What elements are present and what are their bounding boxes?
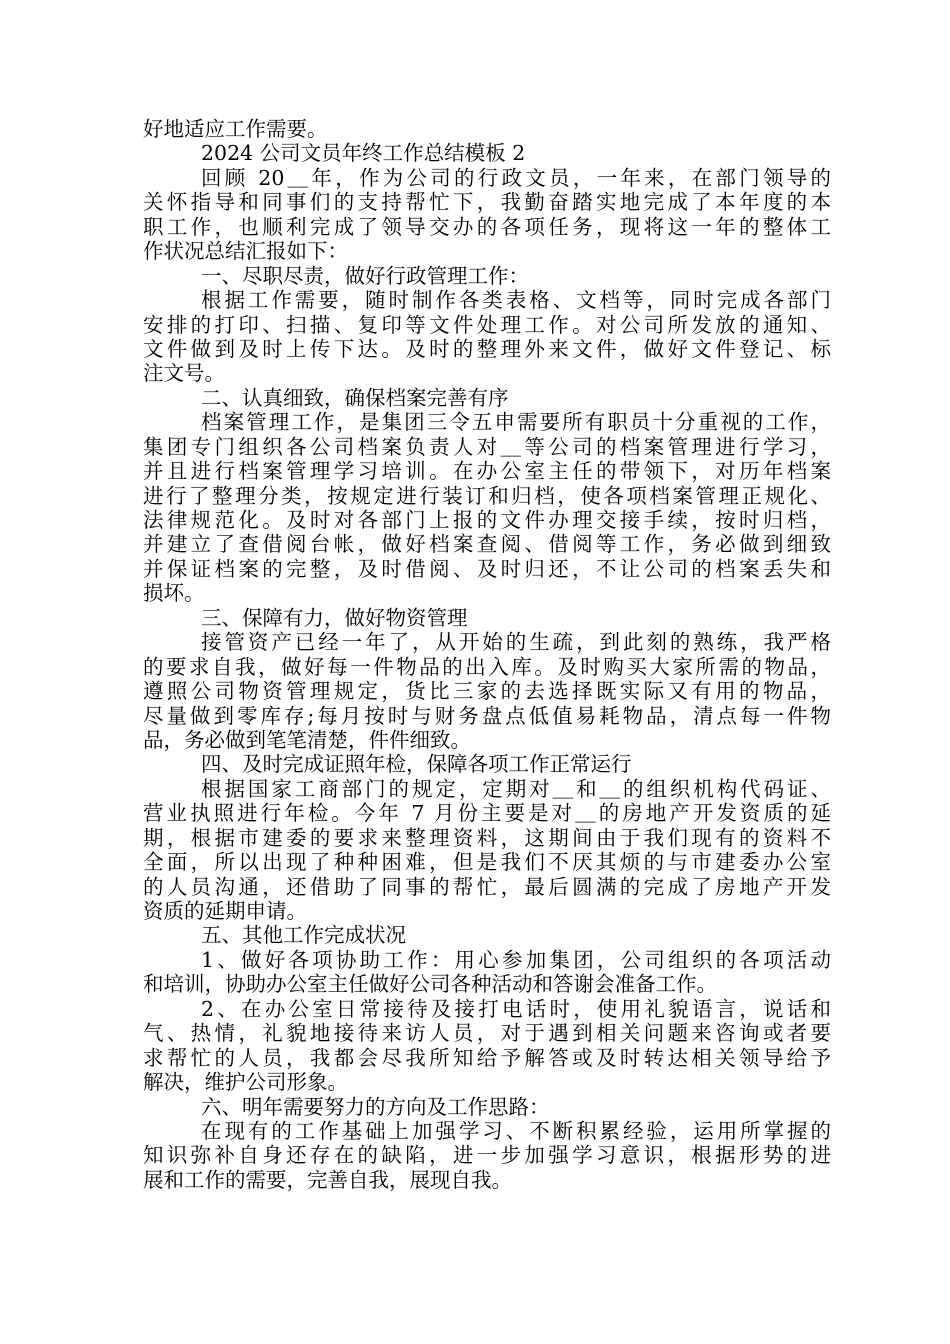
document-line: 展和工作的需要，完善自我，展现自我。 [143, 1167, 512, 1192]
document-line: 法律规范化。及时对各部门上报的文件办理交接手续，按时归档， [143, 508, 831, 532]
document-line: 进行了整理分类，按规定进行装订和归档，使各项档案管理正规化、 [143, 483, 831, 508]
document-line: 安排的打印、扫描、复印等文件处理工作。对公司所发放的通知、 [143, 312, 831, 337]
document-line: 并且进行档案管理学习培训。在办公室主任的带领下，对历年档案 [143, 459, 831, 484]
document-line: 文件做到及时上传下达。及时的整理外来文件，做好文件登记、标 [143, 336, 831, 361]
document-line: 1、做好各项协助工作：用心参加集团，公司组织的各项活动 [201, 947, 831, 972]
document-line: 作状况总结汇报如下： [143, 239, 348, 264]
document-line: 品，务必做到笔笔清楚，件件细致。 [143, 727, 471, 752]
document-line: 好地适应工作需要。 [143, 117, 328, 141]
document-line: 档案管理工作，是集团三令五申需要所有职员十分重视的工作， [201, 410, 831, 435]
document-line: 的人员沟通，还借助了同事的帮忙，最后圆满的完成了房地产开发 [143, 874, 831, 899]
document-line: 期，根据市建委的要求来整理资料，这期间由于我们现有的资料不 [143, 825, 831, 850]
document-line: 并建立了查借阅台帐，做好档案查阅、借阅等工作，务必做到细致 [143, 532, 831, 557]
document-line: 和培训，协助办公室主任做好公司各种活动和答谢会准备工作。 [143, 972, 717, 997]
document-line: 2024 公司文员年终工作总结模板 2 [201, 141, 526, 166]
document-line: 损坏。 [143, 581, 205, 606]
document-line: 四、及时完成证照年检，保障各项工作正常运行 [201, 752, 632, 777]
document-page [143, 117, 831, 1192]
document-line: 的要求自我，做好每一件物品的出入库。及时购买大家所需的物品， [143, 654, 831, 679]
document-line: 解决，维护公司形象。 [143, 1070, 348, 1095]
document-line: 职工作，也顺利完成了领导交办的各项任务，现将这一年的整体工 [143, 214, 831, 239]
document-line: 五、其他工作完成状况 [201, 923, 406, 948]
document-line: 遵照公司物资管理规定，货比三家的去选择既实际又有用的物品， [143, 679, 831, 704]
document-line: 营业执照进行年检。今年 7 月份主要是对＿的房地产开发资质的延 [143, 801, 831, 826]
document-line: 求帮忙的人员，我都会尽我所知给予解答或及时转达相关领导给予 [143, 1045, 831, 1070]
document-line: 集团专门组织各公司档案负责人对＿等公司的档案管理进行学习， [143, 434, 831, 459]
document-line: 三、保障有力，做好物资管理 [201, 605, 468, 630]
document-line: 根据工作需要，随时制作各类表格、文档等，同时完成各部门 [201, 288, 831, 313]
document-line: 尽量做到零库存;每月按时与财务盘点低值易耗物品，清点每一件物 [143, 703, 831, 728]
document-line: 回顾 20＿年，作为公司的行政文员，一年来，在部门领导的 [201, 165, 831, 190]
document-line: 全面，所以出现了种种困难，但是我们不厌其烦的与市建委办公室 [143, 850, 831, 875]
document-line: 六、明年需要努力的方向及工作思路： [201, 1094, 550, 1119]
document-line: 在现有的工作基础上加强学习、不断积累经验，运用所掌握的 [201, 1118, 831, 1143]
document-line: 资质的延期申请。 [143, 899, 307, 923]
document-line: 接管资产已经一年了，从开始的生疏，到此刻的熟练，我严格 [201, 630, 831, 655]
document-line: 根据国家工商部门的规定，定期对＿和＿的组织机构代码证、 [201, 776, 831, 801]
document-line: 气、热情，礼貌地接待来访人员，对于遇到相关问题来咨询或者要 [143, 1021, 831, 1046]
document-line: 关怀指导和同事们的支持帮忙下，我勤奋踏实地完成了本年度的本 [143, 190, 831, 215]
document-line: 一、尽职尽责，做好行政管理工作： [201, 263, 529, 288]
document-line: 二、认真细致，确保档案完善有序 [201, 385, 509, 410]
document-line: 2、在办公室日常接待及接打电话时，使用礼貌语言，说话和 [201, 996, 831, 1021]
document-line: 知识弥补自身还存在的缺陷，进一步加强学习意识，根据形势的进 [143, 1143, 831, 1168]
document-line: 并保证档案的完整，及时借阅、及时归还，不让公司的档案丢失和 [143, 556, 831, 581]
document-line: 注文号。 [143, 361, 225, 386]
